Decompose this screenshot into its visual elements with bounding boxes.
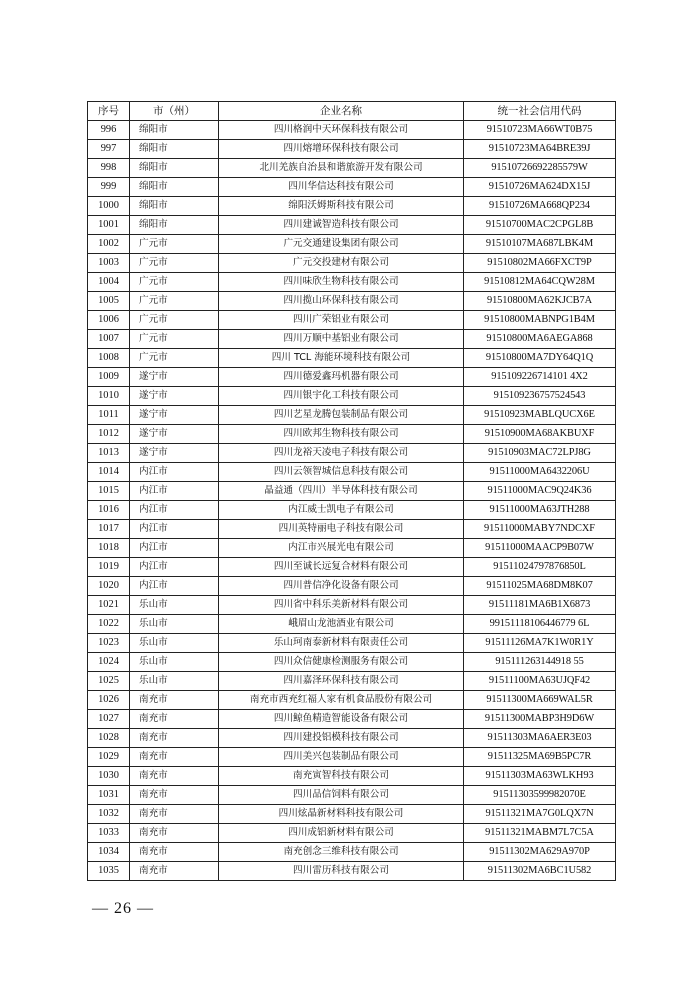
row-city: 内江市 — [130, 463, 219, 482]
row-number: 1025 — [88, 672, 130, 691]
row-credit-code: 91510923MABLQUCX6E — [464, 406, 616, 425]
row-number: 1023 — [88, 634, 130, 653]
row-credit-code: 91511000MA6432206U — [464, 463, 616, 482]
table-row — [88, 463, 616, 482]
row-city: 遂宁市 — [130, 444, 219, 463]
row-credit-code: 91511181MA6B1X6873 — [464, 596, 616, 615]
row-company-name: 四川英特丽电子科技有限公司 — [219, 520, 464, 539]
row-credit-code: 91510800MA62KJCB7A — [464, 292, 616, 311]
row-company-name: 四川华信达科技有限公司 — [219, 178, 464, 197]
table-row — [88, 368, 616, 387]
row-company-name: 四川龙裕天凌电子科技有限公司 — [219, 444, 464, 463]
row-company-name: 四川建诚智造科技有限公司 — [219, 216, 464, 235]
row-city: 南充市 — [130, 805, 219, 824]
table-row — [88, 216, 616, 235]
row-credit-code: 915111263144918 55 — [464, 653, 616, 672]
table-row — [88, 843, 616, 862]
row-number: 1022 — [88, 615, 130, 634]
row-company-name: 内江威士凯电子有限公司 — [219, 501, 464, 520]
table-body — [88, 121, 616, 881]
row-company-name: 四川至诚长远复合材料有限公司 — [219, 558, 464, 577]
row-credit-code: 91511126MA7K1W0R1Y — [464, 634, 616, 653]
table-row — [88, 539, 616, 558]
row-city: 内江市 — [130, 482, 219, 501]
row-number: 997 — [88, 140, 130, 159]
table-row — [88, 729, 616, 748]
row-city: 南充市 — [130, 729, 219, 748]
table-row — [88, 691, 616, 710]
row-number: 1027 — [88, 710, 130, 729]
row-company-name: 乐山珂南泰新材料有限责任公司 — [219, 634, 464, 653]
row-credit-code: 91511302MA629A970P — [464, 843, 616, 862]
row-city: 广元市 — [130, 254, 219, 273]
row-number: 1008 — [88, 349, 130, 368]
table-row — [88, 786, 616, 805]
row-number: 1019 — [88, 558, 130, 577]
row-city: 南充市 — [130, 786, 219, 805]
row-city: 广元市 — [130, 349, 219, 368]
page-number: — 26 — — [92, 900, 154, 917]
row-number: 1000 — [88, 197, 130, 216]
table-row — [88, 634, 616, 653]
table-row — [88, 653, 616, 672]
row-number: 1035 — [88, 862, 130, 881]
row-credit-code: 91511000MABY7NDCXF — [464, 520, 616, 539]
row-credit-code: 915109226714101 4X2 — [464, 368, 616, 387]
row-company-name: 广元交投建材有限公司 — [219, 254, 464, 273]
row-credit-code: 91510900MA68AKBUXF — [464, 425, 616, 444]
row-number: 1018 — [88, 539, 130, 558]
row-city: 绵阳市 — [130, 216, 219, 235]
table-row — [88, 482, 616, 501]
row-credit-code: 91511303MA6AER3E03 — [464, 729, 616, 748]
row-company-name: 四川万顺中基铝业有限公司 — [219, 330, 464, 349]
row-city: 南充市 — [130, 691, 219, 710]
row-number: 1032 — [88, 805, 130, 824]
row-city: 广元市 — [130, 311, 219, 330]
row-city: 南充市 — [130, 862, 219, 881]
table-row — [88, 710, 616, 729]
row-credit-code: 91510800MA7DY64Q1Q — [464, 349, 616, 368]
row-credit-code: 91511300MA669WAL5R — [464, 691, 616, 710]
row-credit-code: 91510723MA66WT0B75 — [464, 121, 616, 140]
row-city: 乐山市 — [130, 672, 219, 691]
row-credit-code: 91510726MA668QP234 — [464, 197, 616, 216]
table-row — [88, 444, 616, 463]
row-company-name: 四川省中科乐美新材料有限公司 — [219, 596, 464, 615]
row-city: 广元市 — [130, 330, 219, 349]
row-city: 遂宁市 — [130, 387, 219, 406]
row-credit-code: 91510800MA6AEGA868 — [464, 330, 616, 349]
row-city: 广元市 — [130, 273, 219, 292]
row-company-name: 四川鲸鱼精造智能设备有限公司 — [219, 710, 464, 729]
table-row — [88, 501, 616, 520]
row-credit-code: 91511000MA63JTH288 — [464, 501, 616, 520]
row-number: 1009 — [88, 368, 130, 387]
row-number: 1012 — [88, 425, 130, 444]
row-number: 1002 — [88, 235, 130, 254]
row-company-name: 四川建投铝模科技有限公司 — [219, 729, 464, 748]
table-row — [88, 425, 616, 444]
table-row — [88, 672, 616, 691]
row-number: 1015 — [88, 482, 130, 501]
row-credit-code: 91510723MA64BRE39J — [464, 140, 616, 159]
row-company-name: 四川品信饲料有限公司 — [219, 786, 464, 805]
row-city: 遂宁市 — [130, 368, 219, 387]
row-company-name: 峨眉山龙池酒业有限公司 — [219, 615, 464, 634]
table-row — [88, 178, 616, 197]
table-row — [88, 748, 616, 767]
row-credit-code: 91511000MAC9Q24K36 — [464, 482, 616, 501]
table-row — [88, 615, 616, 634]
table-row — [88, 596, 616, 615]
table-row — [88, 273, 616, 292]
table-row — [88, 292, 616, 311]
row-number: 1001 — [88, 216, 130, 235]
row-company-name: 南充创念三维科技有限公司 — [219, 843, 464, 862]
row-company-name: 四川 TCL 海能环境科技有限公司 — [219, 349, 464, 368]
row-company-name: 四川云领智城信息科技有限公司 — [219, 463, 464, 482]
row-city: 内江市 — [130, 539, 219, 558]
row-company-name: 四川众信健康检测服务有限公司 — [219, 653, 464, 672]
row-number: 998 — [88, 159, 130, 178]
table-row — [88, 805, 616, 824]
row-credit-code: 91511302MA6BC1U582 — [464, 862, 616, 881]
row-credit-code: 91511024797876850L — [464, 558, 616, 577]
row-company-name: 四川雷历科技有限公司 — [219, 862, 464, 881]
row-company-name: 四川德爱鑫玛机器有限公司 — [219, 368, 464, 387]
row-company-name: 四川格润中天环保科技有限公司 — [219, 121, 464, 140]
row-city: 乐山市 — [130, 634, 219, 653]
row-company-name: 四川炫晶新材料科技有限公司 — [219, 805, 464, 824]
row-city: 内江市 — [130, 558, 219, 577]
table-row — [88, 197, 616, 216]
row-number: 999 — [88, 178, 130, 197]
row-city: 南充市 — [130, 710, 219, 729]
row-number: 1020 — [88, 577, 130, 596]
table-row — [88, 558, 616, 577]
row-number: 1003 — [88, 254, 130, 273]
row-city: 绵阳市 — [130, 197, 219, 216]
table-row — [88, 767, 616, 786]
row-number: 1016 — [88, 501, 130, 520]
row-credit-code: 91510700MAC2CPGL8B — [464, 216, 616, 235]
row-credit-code: 91510107MA687LBK4M — [464, 235, 616, 254]
row-credit-code: 91510800MABNPG1B4M — [464, 311, 616, 330]
row-number: 1017 — [88, 520, 130, 539]
row-company-name: 南充市西充红福人家有机食品股份有限公司 — [219, 691, 464, 710]
row-credit-code: 91511025MA68DM8K07 — [464, 577, 616, 596]
row-number: 1024 — [88, 653, 130, 672]
row-number: 1006 — [88, 311, 130, 330]
row-number: 1014 — [88, 463, 130, 482]
row-credit-code: 91511321MA7G0LQX7N — [464, 805, 616, 824]
row-company-name: 四川成铝新材料有限公司 — [219, 824, 464, 843]
row-city: 遂宁市 — [130, 406, 219, 425]
row-company-name: 四川揽山环保科技有限公司 — [219, 292, 464, 311]
row-number: 1021 — [88, 596, 130, 615]
row-city: 南充市 — [130, 748, 219, 767]
row-city: 内江市 — [130, 577, 219, 596]
row-number: 996 — [88, 121, 130, 140]
row-company-name: 四川熔增环保科技有限公司 — [219, 140, 464, 159]
row-number: 1010 — [88, 387, 130, 406]
row-number: 1030 — [88, 767, 130, 786]
row-credit-code: 91511303599982070E — [464, 786, 616, 805]
row-credit-code: 915109236757524543 — [464, 387, 616, 406]
row-city: 内江市 — [130, 501, 219, 520]
table-row — [88, 254, 616, 273]
row-company-name: 绵阳沃姆斯科技有限公司 — [219, 197, 464, 216]
row-number: 1005 — [88, 292, 130, 311]
row-company-name: 南充寅智科技有限公司 — [219, 767, 464, 786]
table-row — [88, 330, 616, 349]
row-company-name: 四川美兴包装制品有限公司 — [219, 748, 464, 767]
row-number: 1031 — [88, 786, 130, 805]
table-row — [88, 121, 616, 140]
table-row — [88, 520, 616, 539]
row-credit-code: 91510812MA64CQW28M — [464, 273, 616, 292]
row-credit-code: 91511321MABM7L7C5A — [464, 824, 616, 843]
table-row — [88, 577, 616, 596]
row-credit-code: 91511000MAACP9B07W — [464, 539, 616, 558]
row-city: 南充市 — [130, 843, 219, 862]
row-city: 广元市 — [130, 235, 219, 254]
row-company-name: 四川味欣生物科技有限公司 — [219, 273, 464, 292]
header-no: 序号 — [88, 102, 130, 121]
row-number: 1033 — [88, 824, 130, 843]
header-credit-code: 统一社会信用代码 — [464, 102, 616, 121]
row-company-name: 四川普信净化设备有限公司 — [219, 577, 464, 596]
table-row — [88, 235, 616, 254]
row-company-name: 广元交通建设集团有限公司 — [219, 235, 464, 254]
header-city: 市（州） — [130, 102, 219, 121]
row-number: 1034 — [88, 843, 130, 862]
row-company-name: 四川欧邦生物科技有限公司 — [219, 425, 464, 444]
row-credit-code: 99151118106446779 6L — [464, 615, 616, 634]
row-city: 南充市 — [130, 824, 219, 843]
enterprise-table — [87, 101, 616, 881]
table-row — [88, 140, 616, 159]
row-city: 广元市 — [130, 292, 219, 311]
row-credit-code: 91511300MABP3H9D6W — [464, 710, 616, 729]
table-row — [88, 824, 616, 843]
row-city: 南充市 — [130, 767, 219, 786]
table-row — [88, 387, 616, 406]
row-company-name: 四川嘉泽环保科技有限公司 — [219, 672, 464, 691]
row-number: 1026 — [88, 691, 130, 710]
row-city: 内江市 — [130, 520, 219, 539]
row-number: 1004 — [88, 273, 130, 292]
row-credit-code: 91510802MA66FXCT9P — [464, 254, 616, 273]
row-credit-code: 91510903MAC72LPJ8G — [464, 444, 616, 463]
row-company-name: 北川羌族自治县和谐旅游开发有限公司 — [219, 159, 464, 178]
table-row — [88, 311, 616, 330]
row-city: 遂宁市 — [130, 425, 219, 444]
row-number: 1028 — [88, 729, 130, 748]
row-city: 乐山市 — [130, 615, 219, 634]
row-number: 1013 — [88, 444, 130, 463]
table-row — [88, 862, 616, 881]
row-city: 绵阳市 — [130, 178, 219, 197]
row-credit-code: 91510726692285579W — [464, 159, 616, 178]
table-row — [88, 406, 616, 425]
row-city: 绵阳市 — [130, 140, 219, 159]
row-company-name: 四川广荣铝业有限公司 — [219, 311, 464, 330]
row-company-name: 四川艺星龙腾包装制品有限公司 — [219, 406, 464, 425]
table-row — [88, 159, 616, 178]
row-credit-code: 91510726MA624DX15J — [464, 178, 616, 197]
row-city: 乐山市 — [130, 596, 219, 615]
row-credit-code: 91511100MA63UJQF42 — [464, 672, 616, 691]
row-company-name: 四川银宇化工科技有限公司 — [219, 387, 464, 406]
header-company: 企业名称 — [219, 102, 464, 121]
row-city: 绵阳市 — [130, 121, 219, 140]
row-credit-code: 91511303MA63WLKH93 — [464, 767, 616, 786]
row-company-name: 内江市兴展光电有限公司 — [219, 539, 464, 558]
row-company-name: 晶益通（四川）半导体科技有限公司 — [219, 482, 464, 501]
row-city: 绵阳市 — [130, 159, 219, 178]
row-number: 1007 — [88, 330, 130, 349]
row-city: 乐山市 — [130, 653, 219, 672]
row-number: 1011 — [88, 406, 130, 425]
table-row — [88, 349, 616, 368]
table-header-row — [88, 102, 616, 121]
row-number: 1029 — [88, 748, 130, 767]
row-credit-code: 91511325MA69B5PC7R — [464, 748, 616, 767]
